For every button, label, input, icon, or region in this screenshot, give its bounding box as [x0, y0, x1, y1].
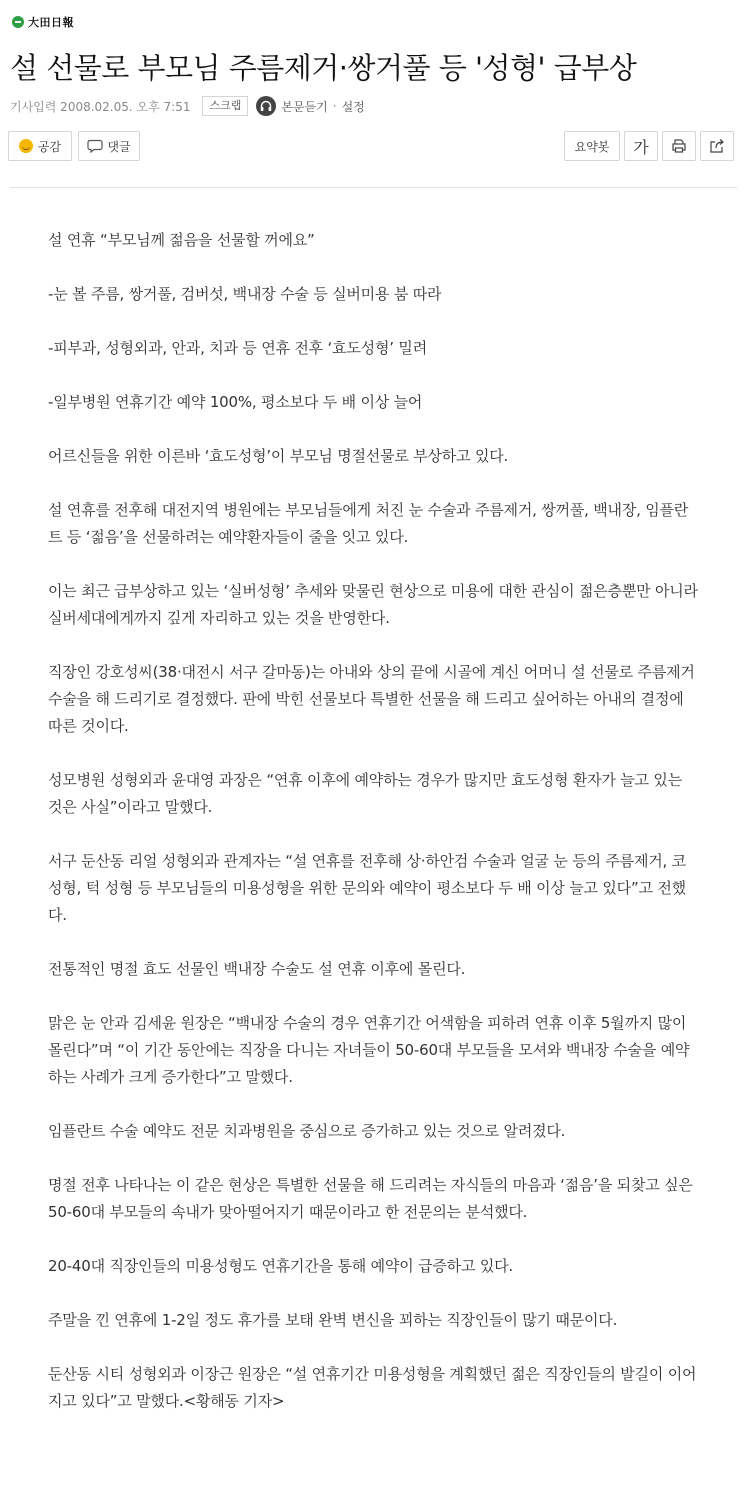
tts-button[interactable] — [256, 96, 327, 116]
article-body — [48, 227, 698, 1442]
article-paragraph: -피부과, 성형외과, 안과, 치과 등 연휴 전후 ‘효도성형’ 밀려 — [48, 339, 427, 357]
share-button[interactable] — [700, 131, 734, 161]
comment-button[interactable] — [78, 131, 140, 161]
press-logo[interactable] — [12, 14, 74, 30]
article-paragraph: 전통적인 명절 효도 선물인 백내장 수술도 설 연휴 이후에 몰린다. — [48, 960, 466, 978]
headphones-icon — [256, 96, 276, 116]
header-divider — [10, 187, 737, 188]
article-paragraph: 어르신들을 위한 이른바 ‘효도성형’이 부모님 명절선물로 부상하고 있다. — [48, 447, 509, 465]
press-name: 大田日報 — [28, 16, 74, 29]
print-icon — [671, 138, 687, 154]
smile-icon — [19, 139, 33, 153]
summary-bot-label: 요약봇 — [574, 139, 610, 154]
print-button[interactable] — [662, 131, 696, 161]
share-icon — [709, 138, 725, 154]
article-paragraph: 설 연휴를 전후해 대전지역 병원에는 부모님들에게 처진 눈 수술과 주름제거, 쌍꺼풀, 백내장, 임플란트 등 ‘젊음’을 선물하려는 예약환자들이 줄을 잇고 있다. — [48, 501, 689, 546]
article-paragraph: 맑은 눈 안과 김세윤 원장은 “백내장 수술의 경우 연휴기간 어색함을 피하려 연휴 이후 5월까지 많이 몰린다”며 “이 기간 동안에는 직장을 다니는 자녀들이 50-60대 부모들을 모셔와 백내장 수술을 예약하는 사례가 크게 증가한다”고 말했다. — [48, 1014, 690, 1086]
tts-label: 본문듣기 — [281, 99, 328, 114]
scrap-button[interactable]: 스크랩 — [202, 96, 248, 116]
article-paragraph: 서구 둔산동 리얼 성형외과 관계자는 “설 연휴를 전후해 상·하안검 수술과 얼굴 눈 등의 주름제거, 코 성형, 턱 성형 등 부모님들의 미용성형을 위한 문의와 예약이 평소보다 두 배 이상 늘고 있다”고 전했다. — [48, 852, 686, 924]
article-paragraph: 명절 전후 나타나는 이 같은 현상은 특별한 선물을 해 드리려는 자식들의 마음과 ‘젊음’을 되찾고 싶은 50-60대 부모들의 속내가 맞아떨어지기 때문이라고 한 전문의는 분석했다. — [48, 1176, 693, 1221]
comment-label: 댓글 — [107, 139, 131, 154]
like-label: 공감 — [37, 139, 62, 154]
summary-bot-button[interactable] — [564, 131, 620, 161]
article-paragraph: 성모병원 성형외과 윤대영 과장은 “연휴 이후에 예약하는 경우가 많지만 효도성형 환자가 늘고 있는 것은 사실”이라고 말했다. — [48, 771, 682, 816]
article-meta — [10, 95, 365, 117]
published-date: 기사입력 2008.02.05. 오후 7:51 — [10, 99, 191, 114]
article-paragraph: 주말을 낀 연휴에 1-2일 정도 휴가를 보태 완벽 변신을 꾀하는 직장인들이 많기 때문이다. — [48, 1311, 618, 1329]
article-paragraph: -눈 볼 주름, 쌍거풀, 검버섯, 백내장 수술 등 실버미용 붐 따라 — [48, 285, 442, 303]
meta-separator: · — [332, 99, 337, 113]
font-size-label: 가 — [633, 137, 649, 157]
article-paragraph: 이는 최근 급부상하고 있는 ‘실버성형’ 추세와 맞물린 현상으로 미용에 대한 관심이 젊은층뿐만 아니라 실버세대에게까지 깊게 자리하고 있는 것을 반영한다. — [48, 582, 698, 627]
like-button[interactable] — [8, 131, 72, 161]
press-emblem-icon — [12, 16, 24, 28]
tts-settings-link[interactable]: 설정 — [341, 99, 365, 114]
article-paragraph: 직장인 강호성씨(38·대전시 서구 갈마동)는 아내와 상의 끝에 시골에 계신 어머니 설 선물로 주름제거 수술을 해 드리기로 결정했다. 판에 박힌 선물보다 특별한 선물을 해 드리고 싶어하는 아내의 결정에 따른 것이다. — [48, 663, 695, 735]
speech-bubble-icon — [87, 139, 103, 153]
article-paragraph: 둔산동 시티 성형외과 이장근 원장은 “설 연휴기간 미용성형을 계획했던 젊은 직장인들의 발길이 이어지고 있다”고 말했다.<황해동 기자> — [48, 1365, 697, 1410]
article-paragraph: -일부병원 연휴기간 예약 100%, 평소보다 두 배 이상 늘어 — [48, 393, 423, 411]
article-paragraph: 설 연휴 “부모님께 젊음을 선물할 꺼에요” — [48, 231, 315, 249]
article-paragraph: 20-40대 직장인들의 미용성형도 연휴기간을 통해 예약이 급증하고 있다. — [48, 1257, 513, 1275]
article-paragraph: 임플란트 수술 예약도 전문 치과병원을 중심으로 증가하고 있는 것으로 알려졌다. — [48, 1122, 566, 1140]
font-size-button[interactable] — [624, 131, 658, 161]
article-title: 설 선물로 부모님 주름제거·쌍거풀 등 '성형' 급부상 — [10, 51, 637, 85]
